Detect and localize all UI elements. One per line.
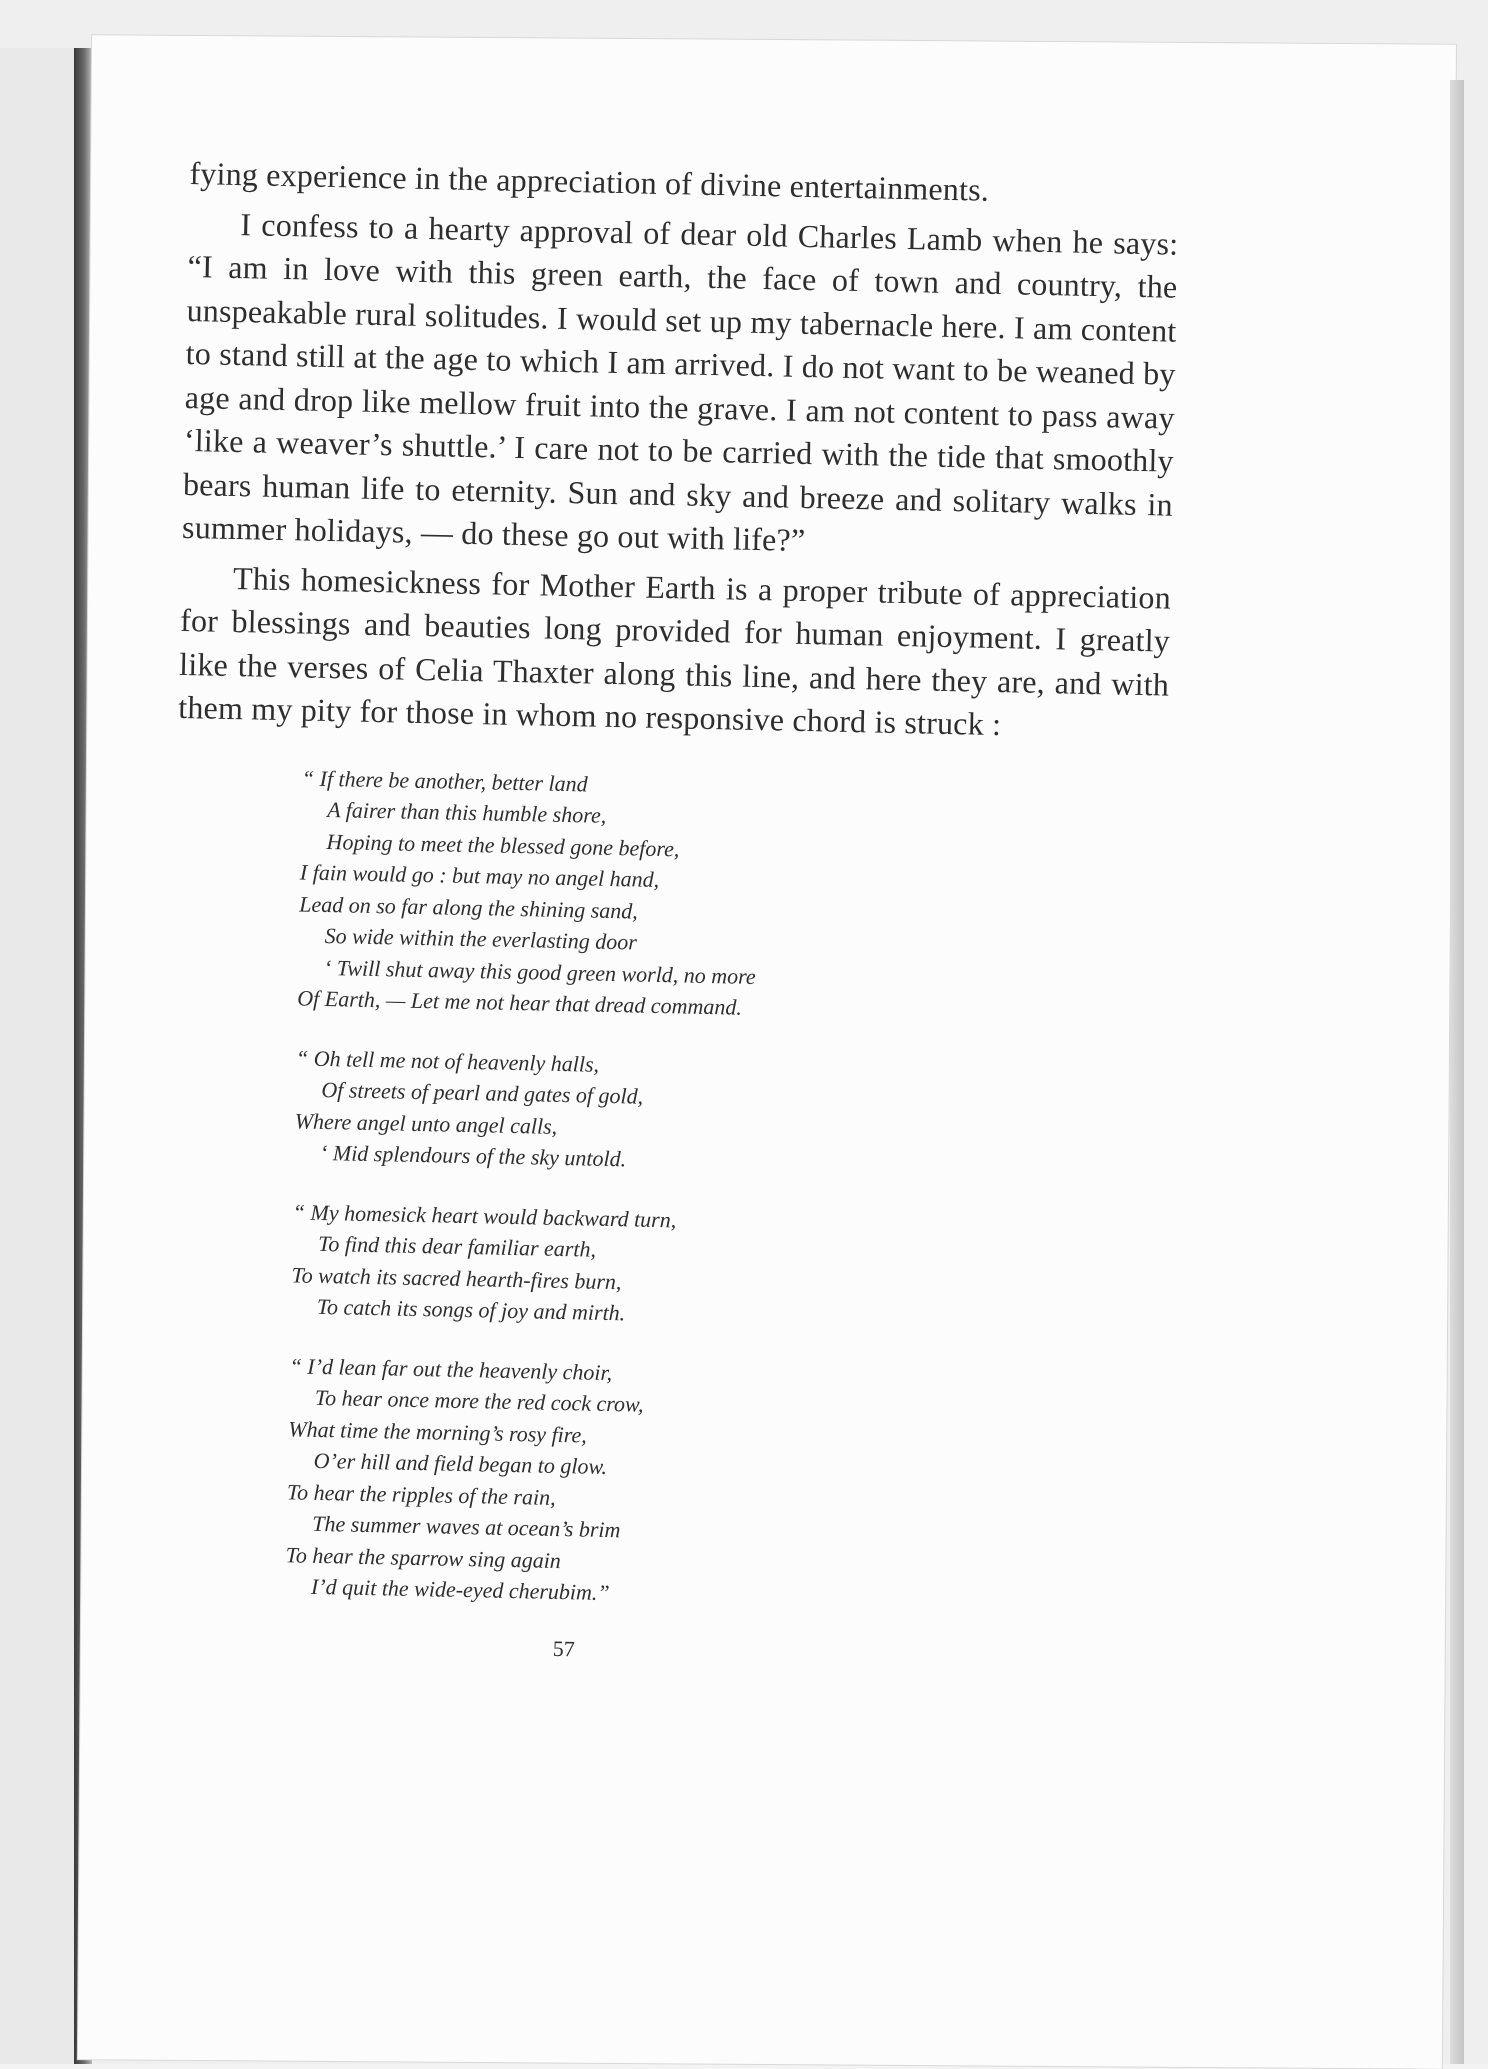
- poem-line: “ I’d lean far out the heavenly choir,: [289, 1352, 613, 1385]
- poem-line: To watch its sacred hearth-fires burn,: [291, 1261, 622, 1294]
- poem-line: To find this dear familiar earth,: [317, 1230, 597, 1262]
- poem-line: To hear the ripples of the rain,: [286, 1478, 556, 1510]
- poem-stanza: [294, 1042, 1161, 1186]
- page-number: 57: [552, 1635, 576, 1661]
- poem-line: What time the morning’s rosy fire,: [288, 1415, 588, 1448]
- poem-line: I fain would go : but may no angel hand,: [299, 859, 660, 892]
- poem-line: “ Oh tell me not of heavenly halls,: [295, 1044, 600, 1077]
- poem: [285, 762, 1167, 1620]
- poem-line: To catch its songs of joy and mirth.: [316, 1293, 626, 1326]
- poem-line: To hear once more the red cock crow,: [314, 1384, 644, 1417]
- paragraph: I confess to a hearty approval of dear old Charles Lamb when he says: “I am in love with this green earth, the face of town and country, the unspeakable rural solitudes. I would set up my tabernacle here. I am content to stand still at the age to which I am arrived. I do not want to be weaned by age and drop like mellow fruit into the grave. I am not content to pass away ‘like a weaver’s shuttle.’ I care not to be carried with the tide that smoothly bears human life to eternity. Sun and sky and breeze and solitary walks in summer holidays, — do these go out with life?”: [181, 205, 1179, 558]
- poem-line: A fairer than this humble shore,: [326, 797, 607, 828]
- poem-stanza: [291, 1196, 1158, 1340]
- poem-line: ‘ Twill shut away this good green world, no more: [323, 954, 756, 989]
- poem-line: The summer waves at ocean’s brim: [312, 1510, 621, 1543]
- poem-line: Of Earth, — Let me not hear that dread command.: [297, 985, 743, 1020]
- poem-line: Of streets of pearl and gates of gold,: [321, 1076, 644, 1109]
- paragraph: This homesickness for Mother Earth is a proper tribute of appreciation for blessings and beauties long provided for human enjoyment. I greatly like the verses of Celia Thaxter along this line, and here they are, and with them my pity for those in whom no responsive chord is struck :: [178, 559, 1172, 743]
- page-stack-edge: [1450, 80, 1464, 2064]
- poem-line: Lead on so far along the shining sand,: [299, 890, 639, 924]
- poem-line: “ If there be another, better land: [301, 764, 588, 796]
- poem-line: So wide within the everlasting door: [324, 922, 638, 955]
- poem-line: O’er hill and field began to glow.: [313, 1447, 608, 1480]
- poem-line: I’d quit the wide-eyed cherubim.”: [310, 1573, 610, 1606]
- poem-stanza: [285, 1350, 1155, 1620]
- poem-stanza: [297, 762, 1167, 1032]
- poem-line: ‘ Mid splendours of the sky untold.: [319, 1139, 627, 1172]
- prose: [178, 152, 1180, 750]
- poem-line: To hear the sparrow sing again: [285, 1541, 562, 1573]
- poem-line: “ My homesick heart would backward turn,: [292, 1198, 677, 1232]
- paragraph: fying experience in the appreciation of divine entertainments.: [189, 154, 990, 208]
- poem-line: Hoping to meet the blessed gone before,: [326, 828, 680, 861]
- page-text: [159, 152, 1180, 1674]
- poem-line: Where angel unto angel calls,: [294, 1107, 558, 1139]
- facing-page-edge: [0, 48, 78, 2064]
